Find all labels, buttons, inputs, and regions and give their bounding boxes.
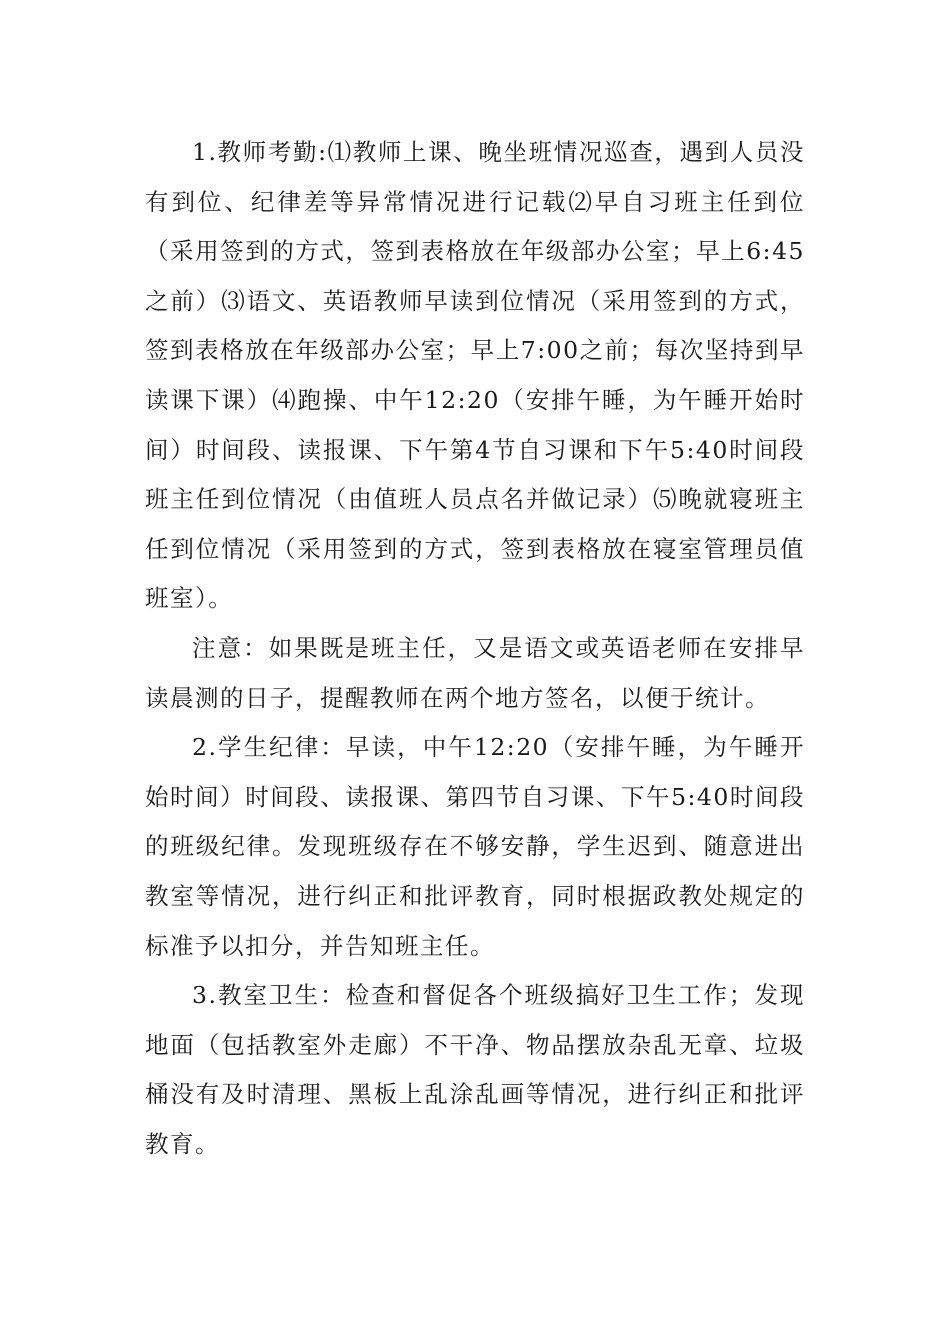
paragraph-student-discipline: 2.学生纪律：早读，中午12:20（安排午睡，为午睡开始时间）时间段、读报课、第四节自习课、下午5:40时间段的班级纪律。发现班级存在不够安静，学生迟到、随意进出教室等情况，进行纠正和批评教育，同时根据政教处规定的标准予以扣分，并告知班主任。	[145, 733, 805, 960]
document-body	[145, 128, 805, 1169]
paragraph-teacher-attendance: 1.教师考勤:⑴教师上课、晚坐班情况巡查，遇到人员没有到位、纪律差等异常情况进行记载⑵早自习班主任到位（采用签到的方式，签到表格放在年级部办公室；早上6:45之前）⑶语文、英语教师早读到位情况（采用签到的方式，签到表格放在年级部办公室；早上7:00之前；每次坚持到早读课下课）⑷跑操、中午12:20（安排午睡，为午睡开始时间）时间段、读报课、下午第4节自习课和下午5:40时间段班主任到位情况（由值班人员点名并做记录）⑸晚就寝班主任到位情况（采用签到的方式，签到表格放在寝室管理员值班室）。	[145, 138, 805, 613]
paragraph-classroom-hygiene: 3.教室卫生：检查和督促各个班级搞好卫生工作；发现地面（包括教室外走廊）不干净、物品摆放杂乱无章、垃圾桶没有及时清理、黑板上乱涂乱画等情况，进行纠正和批评教育。	[145, 981, 805, 1158]
paragraph-note: 注意：如果既是班主任，又是语文或英语老师在安排早读晨测的日子，提醒教师在两个地方签名，以便于统计。	[145, 633, 805, 712]
